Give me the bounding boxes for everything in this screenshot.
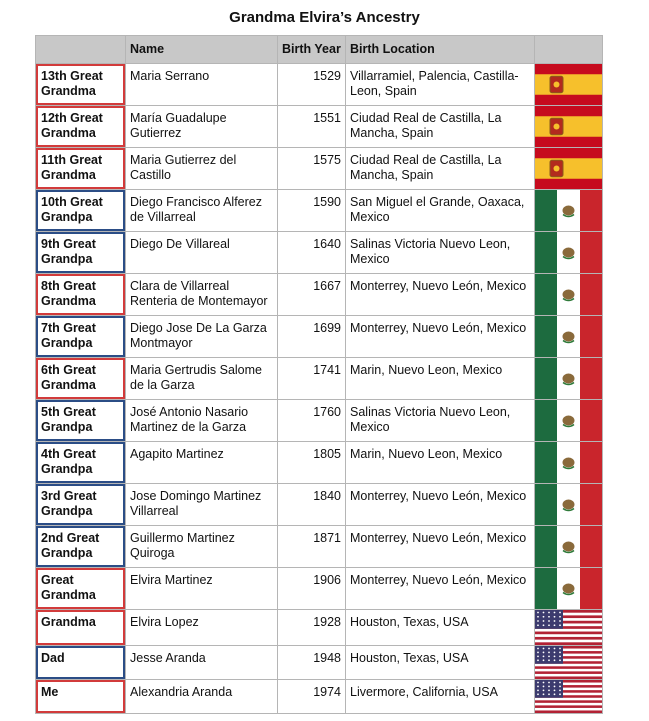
birth-location-cell: Marin, Nuevo Leon, Mexico [346, 442, 535, 484]
mexico-flag-icon [535, 526, 602, 567]
spain-flag-icon [535, 148, 602, 189]
name-cell: Alexandria Aranda [126, 680, 278, 714]
birth-year-cell: 1575 [278, 148, 346, 190]
table-row [36, 316, 603, 358]
birth-location-cell: Villarramiel, Palencia, Castilla-Leon, Spain [346, 64, 535, 106]
flag-cell [535, 274, 603, 316]
flag-cell [535, 646, 603, 680]
table-row [36, 190, 603, 232]
relation-cell: 9th Great Grandpa [36, 232, 126, 274]
name-cell: Agapito Martinez [126, 442, 278, 484]
birth-year-cell: 1760 [278, 400, 346, 442]
page-title: Grandma Elvira’s Ancestry [229, 9, 420, 26]
table-row [36, 400, 603, 442]
relation-cell: Great Grandma [36, 568, 126, 610]
name-cell: José Antonio Nasario Martinez de la Garza [126, 400, 278, 442]
table-row [36, 610, 603, 646]
relation-cell: 6th Great Grandma [36, 358, 126, 400]
relation-cell: 13th Great Grandma [36, 64, 126, 106]
birth-location-cell: Monterrey, Nuevo León, Mexico [346, 526, 535, 568]
flag-cell [535, 610, 603, 646]
flag-cell [535, 484, 603, 526]
name-cell: Maria Gutierrez del Castillo [126, 148, 278, 190]
birth-year-cell: 1928 [278, 610, 346, 646]
relation-cell: 11th Great Grandma [36, 148, 126, 190]
relation-cell: 7th Great Grandpa [36, 316, 126, 358]
flag-cell [535, 190, 603, 232]
relation-cell: Grandma [36, 610, 126, 646]
birth-location-cell: Ciudad Real de Castilla, La Mancha, Spain [346, 148, 535, 190]
spain-flag-icon [535, 64, 602, 105]
flag-cell [535, 568, 603, 610]
table-row [36, 442, 603, 484]
birth-year-cell: 1667 [278, 274, 346, 316]
birth-location-cell: Marin, Nuevo Leon, Mexico [346, 358, 535, 400]
header-flag [535, 36, 603, 64]
birth-location-cell: Monterrey, Nuevo León, Mexico [346, 316, 535, 358]
table-row [36, 148, 603, 190]
mexico-flag-icon [535, 316, 602, 357]
birth-year-cell: 1529 [278, 64, 346, 106]
flag-cell [535, 232, 603, 274]
table-header-row [36, 36, 603, 64]
birth-location-cell: Monterrey, Nuevo León, Mexico [346, 274, 535, 316]
birth-year-cell: 1590 [278, 190, 346, 232]
name-cell: Jose Domingo Martinez Villarreal [126, 484, 278, 526]
table-row [36, 274, 603, 316]
flag-cell [535, 316, 603, 358]
mexico-flag-icon [535, 400, 602, 441]
relation-cell: 4th Great Grandpa [36, 442, 126, 484]
birth-year-cell: 1551 [278, 106, 346, 148]
birth-year-cell: 1741 [278, 358, 346, 400]
header-birth-location: Birth Location [346, 36, 535, 64]
birth-location-cell: Ciudad Real de Castilla, La Mancha, Spain [346, 106, 535, 148]
birth-year-cell: 1974 [278, 680, 346, 714]
birth-location-cell: San Miguel el Grande, Oaxaca, Mexico [346, 190, 535, 232]
birth-year-cell: 1699 [278, 316, 346, 358]
birth-year-cell: 1948 [278, 646, 346, 680]
name-cell: Diego Francisco Alferez de Villarreal [126, 190, 278, 232]
table-row [36, 358, 603, 400]
name-cell: Clara de Villarreal Renteria de Montemayor [126, 274, 278, 316]
mexico-flag-icon [535, 442, 602, 483]
relation-cell: 10th Great Grandpa [36, 190, 126, 232]
relation-cell: 5th Great Grandpa [36, 400, 126, 442]
header-birth-year: Birth Year [278, 36, 346, 64]
mexico-flag-icon [535, 274, 602, 315]
name-cell: Guillermo Martinez Quiroga [126, 526, 278, 568]
flag-cell [535, 680, 603, 714]
usa-flag-icon [535, 610, 602, 645]
table-row [36, 646, 603, 680]
mexico-flag-icon [535, 484, 602, 525]
flag-cell [535, 148, 603, 190]
birth-year-cell: 1640 [278, 232, 346, 274]
name-cell: Diego De Villareal [126, 232, 278, 274]
flag-cell [535, 358, 603, 400]
birth-location-cell: Houston, Texas, USA [346, 610, 535, 646]
name-cell: Elvira Martinez [126, 568, 278, 610]
usa-flag-icon [535, 680, 602, 713]
birth-year-cell: 1871 [278, 526, 346, 568]
relation-cell: 3rd Great Grandpa [36, 484, 126, 526]
relation-cell: 2nd Great Grandpa [36, 526, 126, 568]
mexico-flag-icon [535, 190, 602, 231]
relation-cell: 8th Great Grandma [36, 274, 126, 316]
name-cell: Maria Gertrudis Salome de la Garza [126, 358, 278, 400]
table-row [36, 484, 603, 526]
birth-year-cell: 1906 [278, 568, 346, 610]
birth-location-cell: Monterrey, Nuevo León, Mexico [346, 484, 535, 526]
table-row [36, 680, 603, 714]
birth-location-cell: Livermore, California, USA [346, 680, 535, 714]
name-cell: María Guadalupe Gutierrez [126, 106, 278, 148]
flag-cell [535, 442, 603, 484]
flag-cell [535, 526, 603, 568]
relation-cell: Dad [36, 646, 126, 680]
name-cell: Jesse Aranda [126, 646, 278, 680]
usa-flag-icon [535, 646, 602, 679]
birth-location-cell: Salinas Victoria Nuevo Leon, Mexico [346, 400, 535, 442]
birth-year-cell: 1840 [278, 484, 346, 526]
spain-flag-icon [535, 106, 602, 147]
name-cell: Maria Serrano [126, 64, 278, 106]
name-cell: Diego Jose De La Garza Montmayor [126, 316, 278, 358]
relation-cell: Me [36, 680, 126, 714]
birth-location-cell: Monterrey, Nuevo León, Mexico [346, 568, 535, 610]
flag-cell [535, 106, 603, 148]
header-relation [36, 36, 126, 64]
table-row [36, 64, 603, 106]
birth-year-cell: 1805 [278, 442, 346, 484]
flag-cell [535, 400, 603, 442]
mexico-flag-icon [535, 232, 602, 273]
flag-cell [535, 64, 603, 106]
relation-cell: 12th Great Grandma [36, 106, 126, 148]
ancestry-table [35, 35, 603, 714]
header-name: Name [126, 36, 278, 64]
table-row [36, 526, 603, 568]
mexico-flag-icon [535, 568, 602, 609]
table-row [36, 232, 603, 274]
birth-location-cell: Houston, Texas, USA [346, 646, 535, 680]
birth-location-cell: Salinas Victoria Nuevo Leon, Mexico [346, 232, 535, 274]
mexico-flag-icon [535, 358, 602, 399]
table-row [36, 568, 603, 610]
name-cell: Elvira Lopez [126, 610, 278, 646]
table-row [36, 106, 603, 148]
